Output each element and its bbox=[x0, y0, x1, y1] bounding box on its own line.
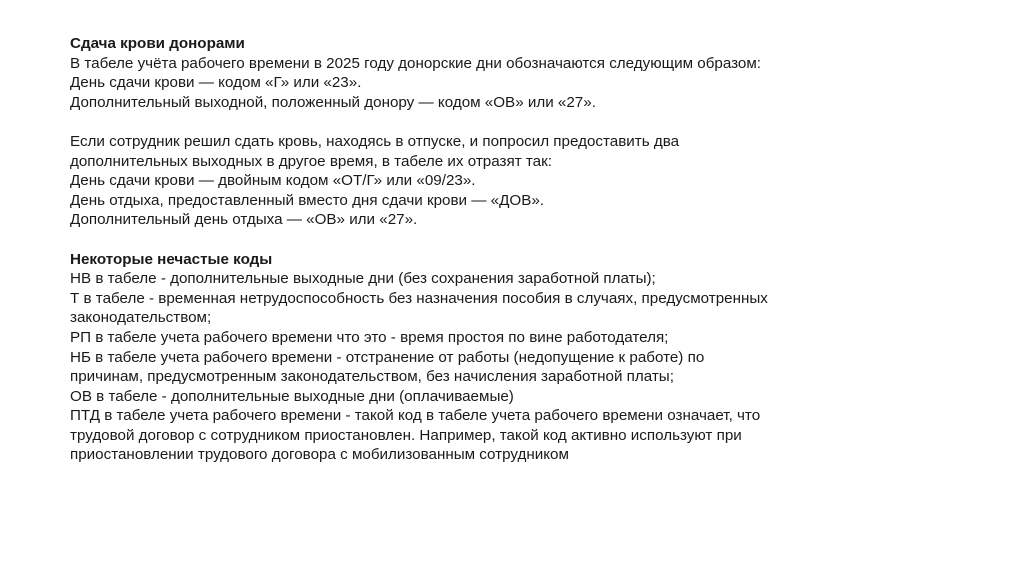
paragraph-line: В табеле учёта рабочего времени в 2025 году донорские дни обозначаются следующим образом: bbox=[70, 54, 762, 72]
code-line: НВ в табеле - дополнительные выходные дни (без сохранения заработной платы); bbox=[70, 270, 656, 288]
section-heading-blood-donation: Сдача крови донорами bbox=[70, 35, 245, 52]
paragraph-line: День отдыха, предоставленный вместо дня сдачи крови — «ДОВ». bbox=[70, 191, 545, 209]
paragraph-line: День сдачи крови — кодом «Г» или «23». bbox=[70, 74, 362, 92]
slide-content bbox=[70, 34, 970, 465]
code-line: приостановлении трудового договора с мобилизованным сотрудником bbox=[70, 446, 569, 464]
paragraph-gap bbox=[70, 112, 970, 132]
paragraph-line: дополнительных выходных в другое время, в табеле их отразят так: bbox=[70, 152, 552, 170]
section-heading-rare-codes: Некоторые нечастые коды bbox=[70, 250, 273, 268]
code-line: причинам, предусмотренным законодательством, без начисления заработной платы; bbox=[70, 368, 674, 386]
code-line: Т в табеле - временная нетрудоспособность без назначения пособия в случаях, предусмотренных bbox=[70, 289, 768, 307]
code-line: РП в табеле учета рабочего времени что это - время простоя по вине работодателя; bbox=[70, 328, 669, 346]
code-line: трудовой договор с сотрудником приостановлен. Например, такой код активно используют при bbox=[70, 426, 742, 444]
paragraph-line: Дополнительный день отдыха — «ОВ» или «27». bbox=[70, 211, 418, 229]
code-line: ОВ в табеле - дополнительные выходные дни (оплачиваемые) bbox=[70, 387, 514, 405]
paragraph-line: Если сотрудник решил сдать кровь, находясь в отпуске, и попросил предоставить два bbox=[70, 132, 680, 150]
paragraph-line: Дополнительный выходной, положенный донору — кодом «ОВ» или «27». bbox=[70, 93, 596, 111]
paragraph-gap bbox=[70, 230, 970, 250]
paragraph-line: День сдачи крови — двойным кодом «ОТ/Г» или «09/23». bbox=[70, 172, 476, 190]
code-line: ПТД в табеле учета рабочего времени - такой код в табеле учета рабочего времени означает, что bbox=[70, 407, 761, 425]
code-line: законодательством; bbox=[70, 309, 212, 327]
code-line: НБ в табеле учета рабочего времени - отстранение от работы (недопущение к работе) по bbox=[70, 348, 705, 366]
